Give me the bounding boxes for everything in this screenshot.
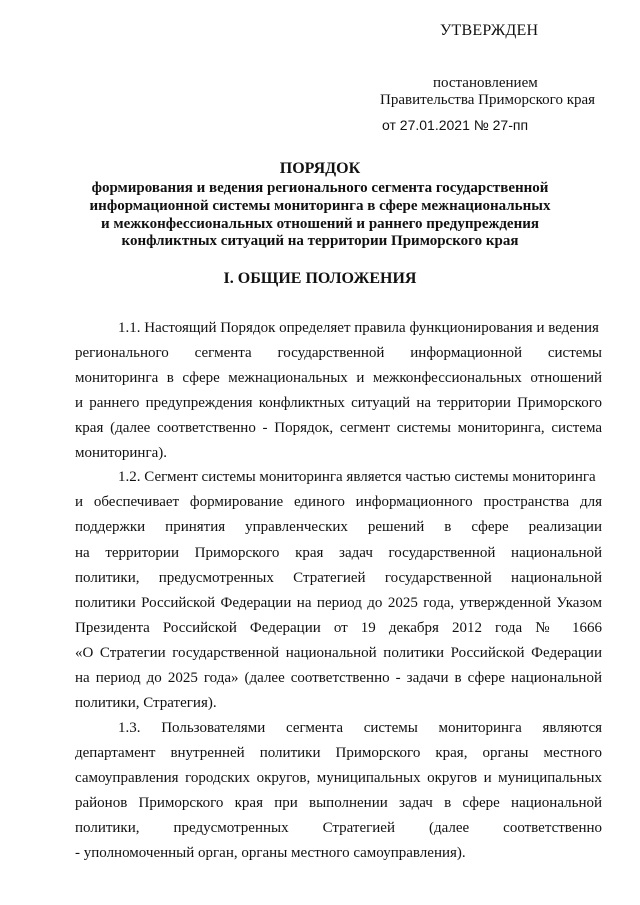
approval-title: УТВЕРЖДЕН [440, 22, 539, 39]
approval-government: Правительства Приморского края [380, 92, 596, 108]
body-line: на период до 2025 года» (далее соответственно - задачи в сфере национальной [75, 670, 602, 686]
heading-line: конфликтных ситуаций на территории Приморского края [121, 233, 519, 249]
heading-line: формирования и ведения регионального сегмента государственной [91, 180, 549, 196]
section-title: I. ОБЩИЕ ПОЛОЖЕНИЯ [223, 270, 417, 287]
body-line: - уполномоченный орган, органы местного самоуправления). [75, 845, 466, 861]
body-line: 1.2. Сегмент системы мониторинга является частью системы мониторинга [118, 469, 596, 485]
body-line: 1.1. Настоящий Порядок определяет правила функционирования и ведения [118, 320, 599, 336]
approval-date-number: от 27.01.2021 № 27-пп [382, 117, 529, 133]
body-line: мониторинга). [75, 445, 168, 461]
body-line: Президента Российской Федерации от 19 декабря 2012 года № 1666 [75, 620, 602, 636]
heading-line: и межконфессиональных отношений и раннего предупреждения [100, 216, 539, 232]
body-line: края (далее соответственно - Порядок, сегмент системы мониторинга, система [75, 420, 602, 436]
document-title: ПОРЯДОК [279, 160, 361, 177]
body-line: политики, предусмотренных Стратегией (далее соответственно [75, 820, 602, 836]
approval-by: постановлением [433, 75, 538, 91]
body-line: самоуправления городских округов, муниципальных округов и муниципальных [75, 770, 602, 786]
body-line: мониторинга в сфере межнациональных и межконфессиональных отношений [75, 370, 602, 386]
body-line: и обеспечивает формирование единого информационного пространства для [75, 494, 602, 510]
body-line: политики Российской Федерации на период до 2025 года, утвержденной Указом [75, 595, 602, 611]
body-line: поддержки принятия управленческих решений в сфере реализации [75, 519, 602, 535]
body-line: политики, Стратегия). [75, 695, 217, 711]
body-line: 1.3. Пользователями сегмента системы мониторинга являются [118, 720, 602, 736]
body-line: районов Приморского края при выполнении задач в сфере национальной [75, 795, 602, 811]
heading-line: информационной системы мониторинга в сфере межнациональных [89, 198, 551, 214]
body-line: и раннего предупреждения конфликтных ситуаций на территории Приморского [75, 395, 602, 411]
body-line: регионального сегмента государственной информационной системы [75, 345, 602, 361]
body-line: «О Стратегии государственной национальной политики Российской Федерации [75, 645, 602, 661]
body-line: департамент внутренней политики Приморского края, органы местного [75, 745, 602, 761]
body-line: на территории Приморского края задач государственной национальной [75, 545, 602, 561]
body-line: политики, предусмотренных Стратегией государственной национальной [75, 570, 602, 586]
